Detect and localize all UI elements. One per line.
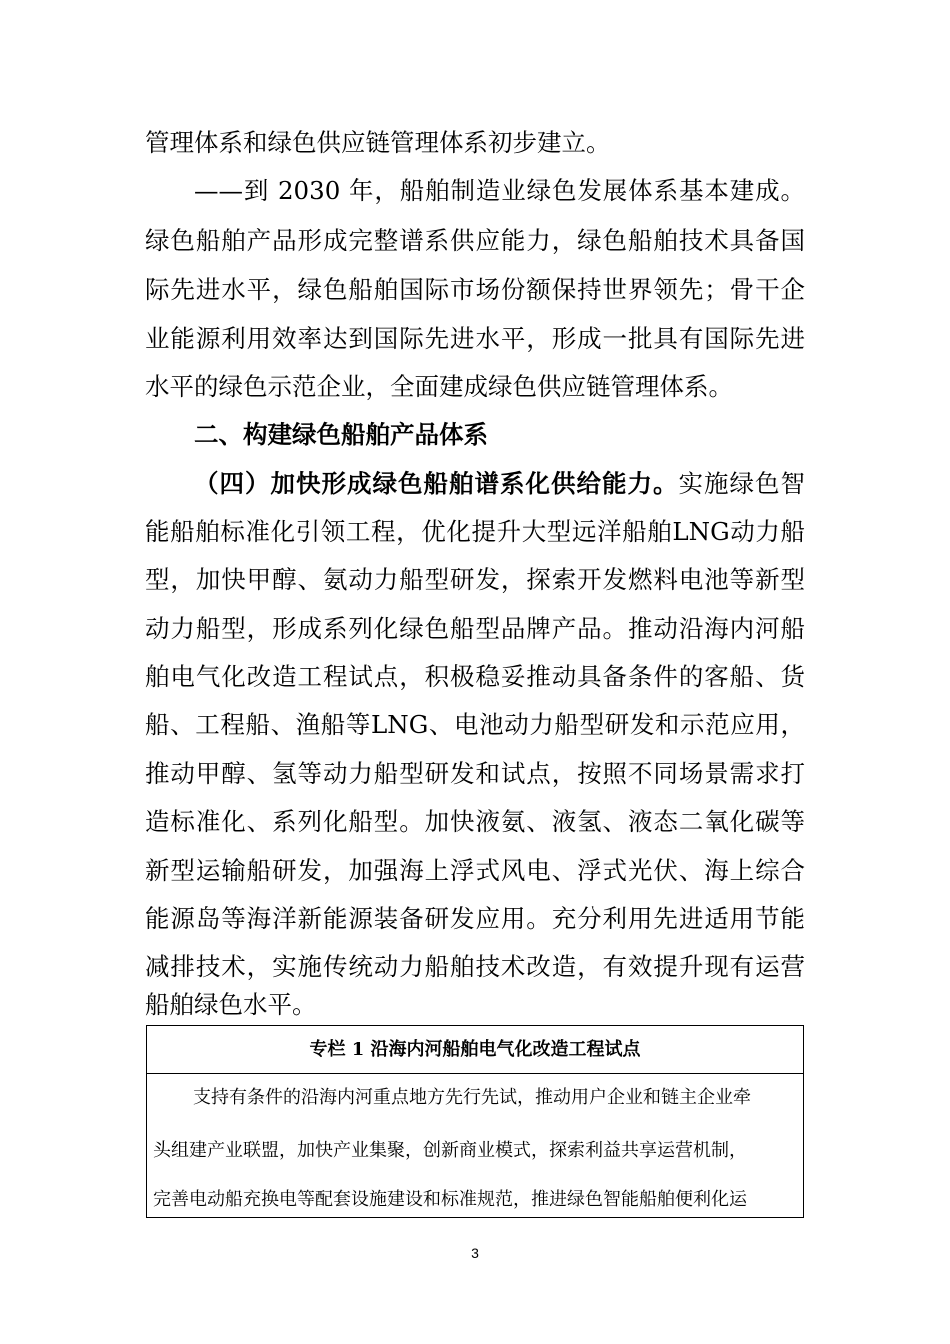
column-box-line: 支持有条件的沿海内河重点地方先行先试，推动用户企业和链主企业牵 [193,1087,751,1108]
body-line: 水平的绿色示范企业，全面建成绿色供应链管理体系。 [145,372,733,401]
body-line: 新型运输船研发，加强海上浮式风电、浮式光伏、海上综合 [145,856,805,885]
column-box-line: 头组建产业联盟，加快产业集聚，创新商业模式，探索利益共享运营机制， [153,1140,747,1161]
section-heading: 二、构建绿色船舶产品体系 [194,420,488,449]
body-line: 型，加快甲醇、氨动力船型研发，探索开发燃料电池等新型 [145,565,805,594]
body-line: 业能源利用效率达到国际先进水平，形成一批具有国际先进 [145,324,805,353]
body-line: 减排技术，实施传统动力船舶技术改造，有效提升现有运营 [145,952,805,981]
page-number: 3 [471,1245,479,1261]
column-box [146,1025,804,1218]
body-line: 舶电气化改造工程试点，积极稳妥推动具备条件的客船、货 [145,662,805,691]
body-line: 管理体系和绿色供应链管理体系初步建立。 [145,128,611,157]
column-box-line: 完善电动船充换电等配套设施建设和标准规范，推进绿色智能船舶便利化运 [153,1189,747,1210]
body-line: 能源岛等海洋新能源装备研发应用。充分利用先进适用节能 [145,904,805,933]
body-line: 能船舶标准化引领工程，优化提升大型远洋船舶LNG动力船 [145,517,805,546]
body-line: ——到 2030 年，船舶制造业绿色发展体系基本建成。 [194,176,805,205]
body-line: 绿色船舶产品形成完整谱系供应能力，绿色船舶技术具备国 [145,226,805,255]
column-box-title: 专栏 1 沿海内河船舶电气化改造工程试点 [147,1026,803,1074]
body-line: 船舶绿色水平。 [145,990,317,1019]
body-line: 际先进水平，绿色船舶国际市场份额保持世界领先；骨干企 [145,275,805,304]
subsection-lead-rest: 实施绿色智 [678,469,805,498]
body-line: 推动甲醇、氢等动力船型研发和试点，按照不同场景需求打 [145,759,805,788]
body-line: 动力船型，形成系列化绿色船型品牌产品。推动沿海内河船 [145,614,805,643]
body-line: 船、工程船、渔船等LNG、电池动力船型研发和示范应用， [145,710,805,739]
body-line: 造标准化、系列化船型。加快液氨、液氢、液态二氧化碳等 [145,807,805,836]
subsection-first-line [194,469,805,499]
subsection-lead: （四）加快形成绿色船舶谱系化供给能力。 [194,469,679,498]
